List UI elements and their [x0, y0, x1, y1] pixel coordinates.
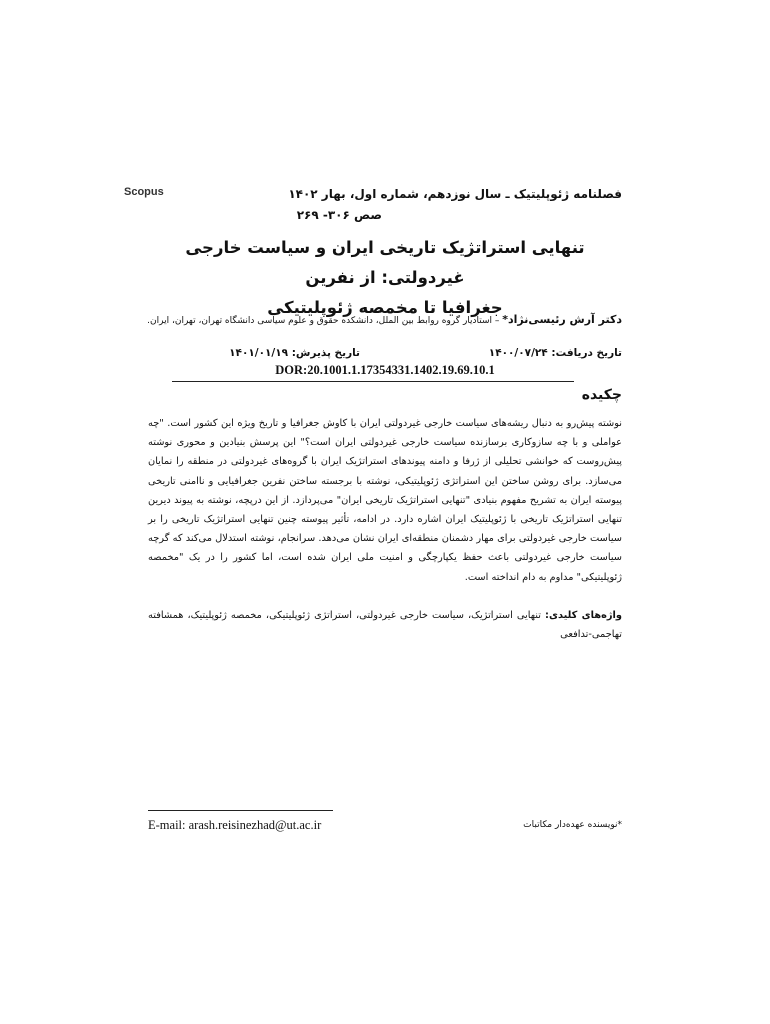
- author-info: [147, 313, 622, 328]
- corresponding-author-note: *نویسنده عهده‌دار مکاتبات: [523, 820, 622, 830]
- article-title: [150, 233, 620, 323]
- title-line-1: تنهایی استراتژیک تاریخی ایران و سیاست خارجی غیردولتی: از نفرین: [185, 238, 585, 287]
- author-email: E-mail: arash.reisinezhad@ut.ac.ir: [148, 818, 322, 832]
- header-divider: [172, 381, 574, 382]
- abstract-text: نوشته پیش‌رو به دنبال ریشه‌های سیاست خارجی غیردولتی ایران با کاوش جغرافیا و تاریخ ویژه این کشور است. "چه عواملی و با چه سازوکاری برسازنده سیاست خارجی غیردولتی ایران است؟" این پرسش بنیادین و محوری نوشته پیش‌روست که خوانشی تحلیلی از ژرفا و دامنه پیوندهای استراتژیک ایران با گروه‌های غیردولتی در منطقه را نمایان می‌سازد. برای روشن ساختن این استراتژی ژئوپلیتیکی، نوشته با برجسته ساختن نفرین جغرافیایی و ناامنی تاریخی پیوسته ایران به تشریح مفهوم بنیادی "تنهایی استراتژیک تاریخی ایران" می‌پردازد. از این درپچه، نوشته به پیوند دیرین تنهایی استراتژیک تاریخی با ژئوپلیتیک ایران اشاره دارد. در ادامه، تأثیر پیوسته چنین تنهایی استراتژیک تاریخی را بر سیاست خارجی غیردولتی برای مهار دشمنان منطقه‌ای ایران نشان می‌دهد. سرانجام، نوشته استدلال می‌کند که گرچه سیاست خارجی غیردولتی باعث حفظ یکپارچگی و امنیت ملی ایران شده است، اما کشور را در یک "مخمصه ژئوپلیتیکی" مداوم به دام انداخته است.: [148, 418, 622, 583]
- keywords-label: واژه‌های کلیدی:: [545, 610, 622, 621]
- keywords-text: تنهایی استراتژیک، سیاست خارجی غیردولتی، استراتژی ژئوپلیتیکی، مخمصه ژئوپلیتیک، همشافته تهاجمی-تدافعی: [148, 610, 622, 641]
- journal-header: [124, 186, 622, 202]
- footnote-divider: [148, 810, 333, 811]
- received-date: تاریخ دریافت: ۱۴۰۰/۰۷/۲۴: [488, 347, 622, 359]
- author-affiliation: – استادیار گروه روابط بین الملل، دانشکده حقوق و علوم سیاسی دانشگاه تهران، تهران، ایران.: [147, 316, 503, 326]
- abstract-heading: چکیده: [581, 387, 622, 403]
- author-name: دکتر آرش رئیسی‌نژاد*: [502, 313, 622, 326]
- journal-line: فصلنامه ژئوپلیتیک ـ سال نوزدهم، شماره اول، بهار ۱۴۰۲: [288, 187, 622, 201]
- keywords: [148, 606, 622, 644]
- page-range: صص ۳۰۶- ۲۶۹: [296, 208, 382, 222]
- title-line-2: جغرافیا تا مخمصه ژئوپلیتیکی: [267, 298, 503, 317]
- scopus-logo: Scopus: [124, 186, 164, 198]
- dor-identifier: DOR:20.1001.1.17354331.1402.19.69.10.1: [275, 363, 495, 377]
- accepted-date: تاریخ پذیرش: ۱۴۰۱/۰۱/۱۹: [229, 347, 360, 359]
